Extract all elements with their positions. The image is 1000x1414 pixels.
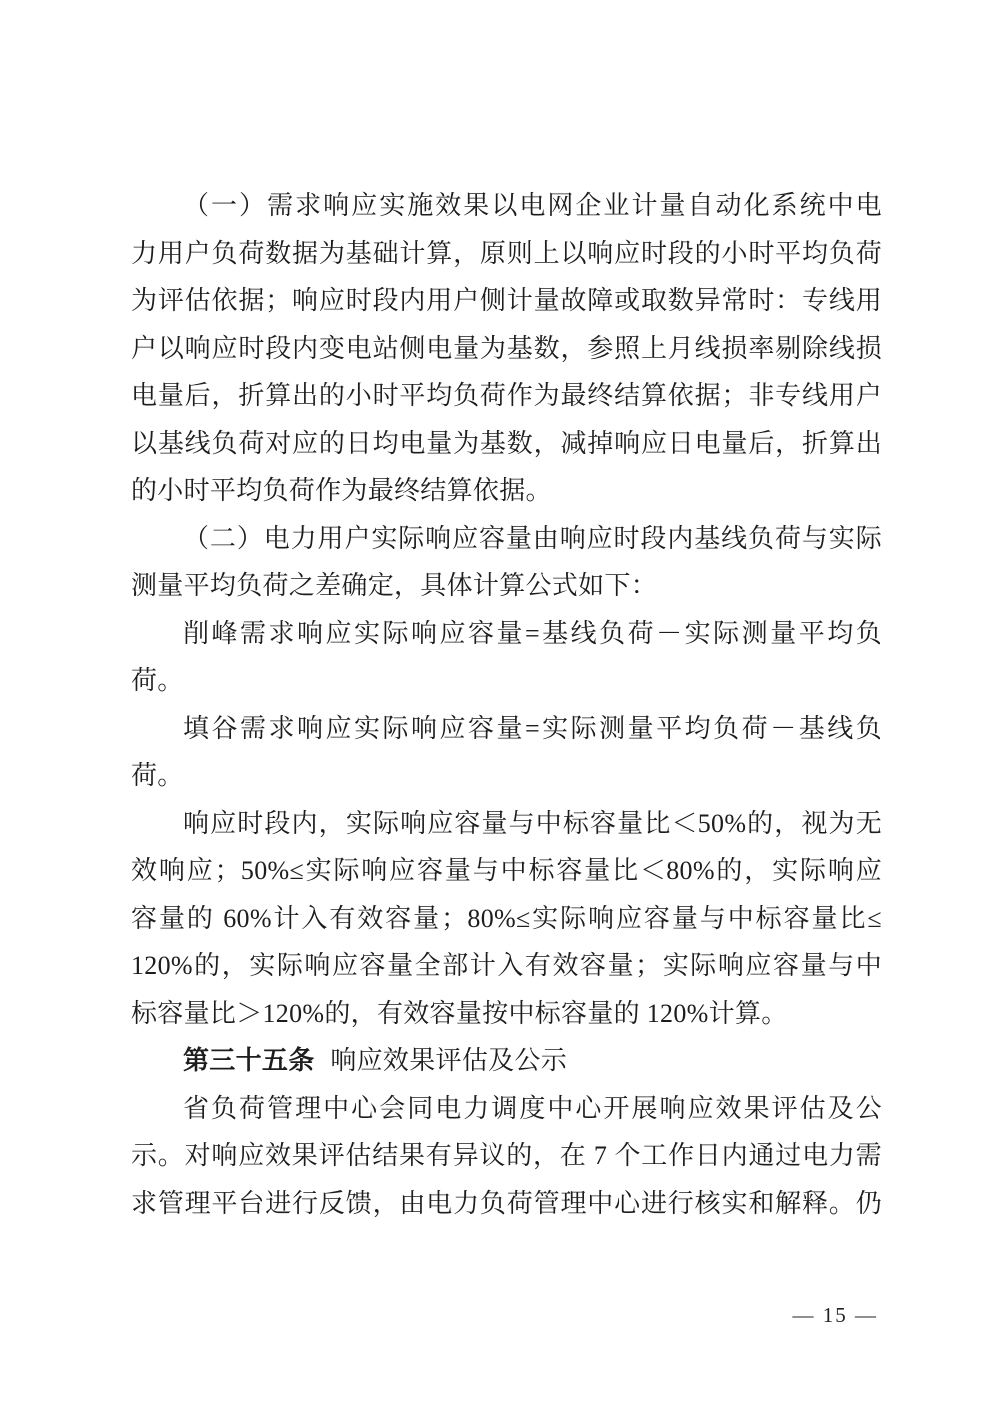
text-line	[131, 1132, 882, 1180]
text-line	[131, 467, 882, 515]
page-number: — 15 —	[792, 1303, 878, 1327]
text-line	[131, 515, 882, 563]
line-text: 容量的 60%计入有效容量；80%≤实际响应容量与中标容量比≤	[131, 903, 882, 933]
line-text: 填谷需求响应实际响应容量=实际测量平均负荷－基线负	[183, 713, 882, 743]
text-line	[131, 800, 882, 848]
line-text: 荷。	[131, 761, 184, 790]
line-text: 省负荷管理中心会同电力调度中心开展响应效果评估及公	[183, 1093, 882, 1123]
line-text: 为评估依据；响应时段内用户侧计量故障或取数异常时：专线用	[131, 286, 882, 315]
text-line	[131, 277, 882, 325]
text-line	[131, 705, 882, 753]
line-text: （一）需求响应实施效果以电网企业计量自动化系统中电	[183, 191, 882, 220]
text-line	[131, 230, 882, 278]
text-line	[131, 942, 882, 990]
line-text: 以基线负荷对应的日均电量为基数，减掉响应日电量后，折算出	[131, 428, 882, 458]
text-line	[131, 895, 882, 943]
text-line	[131, 325, 882, 373]
line-text: 削峰需求响应实际响应容量=基线负荷－实际测量平均负	[183, 618, 882, 648]
line-text: 的小时平均负荷作为最终结算依据。	[131, 476, 552, 505]
line-text: 标容量比＞120%的，有效容量按中标容量的 120%计算。	[131, 998, 788, 1028]
line-text: 120%的，实际响应容量全部计入有效容量；实际响应容量与中	[131, 951, 882, 980]
line-text: 示。对响应效果评估结果有异议的，在 7 个工作日内通过电力需	[131, 1141, 882, 1170]
text-line	[131, 1180, 882, 1228]
line-text: 响应时段内，实际响应容量与中标容量比＜50%的，视为无	[183, 808, 882, 838]
text-line	[131, 420, 882, 468]
text-line	[131, 657, 882, 705]
document-text-block	[131, 182, 882, 1227]
line-text: 荷。	[131, 666, 184, 695]
line-text: 户以响应时段内变电站侧电量为基数，参照上月线损率剔除线损	[131, 333, 882, 363]
text-line	[131, 182, 882, 230]
text-line	[131, 372, 882, 420]
line-text: 效响应；50%≤实际响应容量与中标容量比＜80%的，实际响应	[131, 856, 882, 885]
text-line	[131, 1037, 882, 1085]
text-line	[131, 610, 882, 658]
line-text: 力用户负荷数据为基础计算，原则上以响应时段的小时平均负荷	[131, 238, 882, 268]
text-line	[131, 847, 882, 895]
article-number-bold: 第三十五条	[183, 1046, 315, 1075]
line-text: 求管理平台进行反馈，由电力负荷管理中心进行核实和解释。仍	[131, 1188, 882, 1218]
line-text: 电量后，折算出的小时平均负荷作为最终结算依据；非专线用户	[131, 381, 882, 410]
line-text: 测量平均负荷之差确定，具体计算公式如下：	[131, 571, 658, 600]
text-line	[131, 562, 882, 610]
text-line	[131, 1085, 882, 1133]
line-text: （二）电力用户实际响应容量由响应时段内基线负荷与实际	[183, 523, 882, 553]
text-line	[131, 752, 882, 800]
text-line	[131, 990, 882, 1038]
line-text: 响应效果评估及公示	[323, 1046, 568, 1075]
